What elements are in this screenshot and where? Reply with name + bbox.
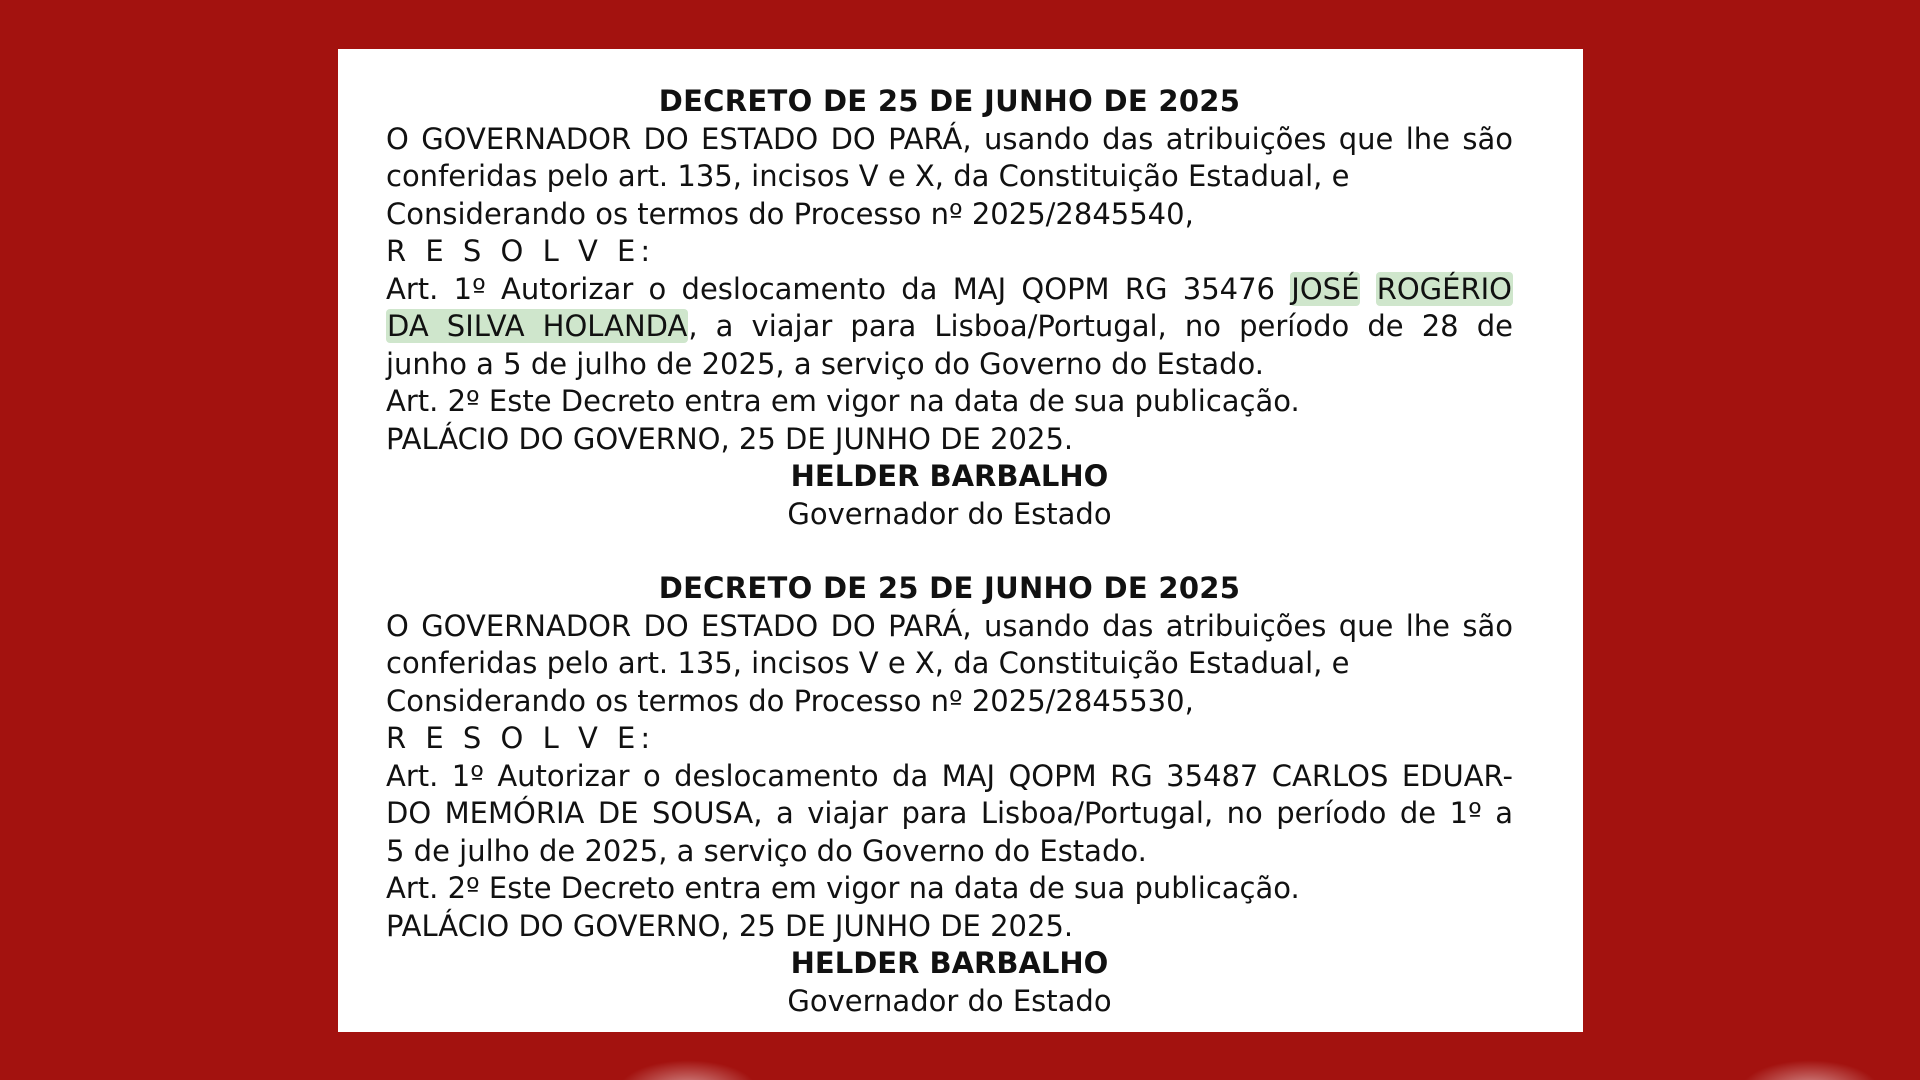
signer-role: Governador do Estado [787, 496, 1112, 531]
considering-line: Considerando os termos do Processo nº 2025/2845540, [386, 196, 1194, 231]
considering-line: Considerando os termos do Processo nº 2025/2845530, [386, 683, 1194, 718]
document-page [338, 49, 1583, 1032]
article-2-line: Art. 2º Este Decreto entra em vigor na data de sua publicação. [386, 871, 1300, 905]
article-1-line [386, 271, 1513, 309]
article-1-line: Art. 1º Autorizar o deslocamento da MAJ QOPM RG 35487 CARLOS EDUAR- [386, 758, 1513, 793]
article-1-line: 5 de julho de 2025, a serviço do Governo do Estado. [386, 833, 1147, 868]
preamble-line: O GOVERNADOR DO ESTADO DO PARÁ, usando das atribuições que lhe são [386, 121, 1513, 156]
highlighted-name: JOSÉ [1291, 271, 1360, 306]
article-1-line: DO MEMÓRIA DE SOUSA, a viajar para Lisboa/Portugal, no período de 1º a [386, 796, 1513, 830]
decree-title: DECRETO DE 25 DE JUNHO DE 2025 [658, 84, 1241, 118]
highlighted-name: ROGÉRIO [1376, 271, 1512, 306]
decree-title: DECRETO DE 25 DE JUNHO DE 2025 [658, 571, 1241, 605]
resolve-line: R E S O L V E: [386, 234, 656, 268]
signer-name: HELDER BARBALHO [790, 946, 1109, 980]
decree-2 [386, 570, 1513, 1020]
article-1-text: Art. 1º Autorizar o deslocamento da MAJ QOPM RG 35476 [386, 271, 1275, 306]
resolve-line: R E S O L V E: [386, 721, 656, 755]
preamble-line: O GOVERNADOR DO ESTADO DO PARÁ, usando das atribuições que lhe são [386, 608, 1513, 643]
preamble-line: conferidas pelo art. 135, incisos V e X, da Constituição Estadual, e [386, 646, 1350, 680]
signer-name: HELDER BARBALHO [790, 459, 1109, 493]
highlighted-name: DA SILVA HOLANDA [387, 309, 688, 343]
decorative-glow [618, 1060, 758, 1080]
preamble-line: conferidas pelo art. 135, incisos V e X, da Constituição Estadual, e [386, 159, 1350, 193]
article-1-text: , a viajar para Lisboa/Portugal, no período de 28 de [688, 309, 1513, 343]
place-date-line: PALÁCIO DO GOVERNO, 25 DE JUNHO DE 2025. [386, 421, 1074, 456]
place-date-line: PALÁCIO DO GOVERNO, 25 DE JUNHO DE 2025. [386, 908, 1074, 943]
decree-1 [386, 83, 1513, 533]
article-2-line: Art. 2º Este Decreto entra em vigor na data de sua publicação. [386, 384, 1300, 418]
article-1-line: junho a 5 de julho de 2025, a serviço do Governo do Estado. [386, 346, 1264, 381]
decorative-glow [1740, 1060, 1880, 1080]
signer-role: Governador do Estado [787, 983, 1112, 1018]
article-1-line [386, 308, 1513, 346]
